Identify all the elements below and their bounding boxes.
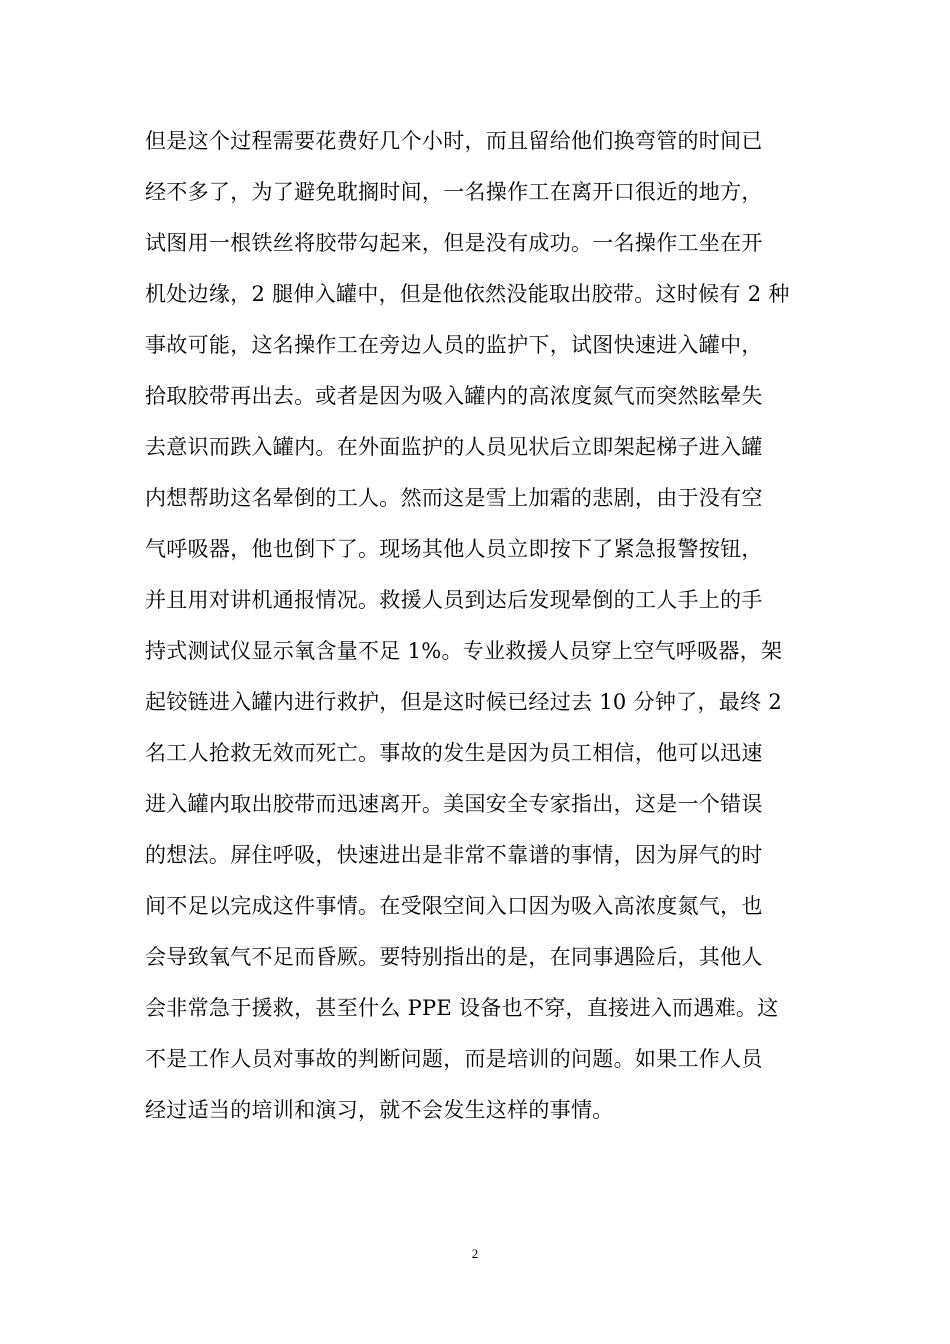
- text-line: 气呼吸器，他也倒下了。现场其他人员立即按下了紧急报警按钮，: [145, 537, 763, 561]
- text-line: 起铰链进入罐内进行救护，但是这时候已经过去 10 分钟了，最终 2: [145, 690, 783, 714]
- text-line: 间不足以完成这件事情。在受限空间入口因为吸入高浓度氮气，也: [145, 894, 763, 918]
- text-line: 机处边缘，2 腿伸入罐中，但是他依然没能取出胶带。这时候有 2 种: [145, 282, 790, 306]
- text-line: 会导致氧气不足而昏厥。要特别指出的是，在同事遇险后，其他人: [145, 945, 763, 969]
- text-line: 会非常急于援救，甚至什么 PPE 设备也不穿，直接进入而遇难。这: [145, 996, 779, 1020]
- text-line: 事故可能，这名操作工在旁边人员的监护下，试图快速进入罐中，: [145, 333, 763, 357]
- text-line: 并且用对讲机通报情况。救援人员到达后发现晕倒的工人手上的手: [145, 588, 763, 612]
- text-line: 经过适当的培训和演习，就不会发生这样的事情。: [145, 1098, 614, 1122]
- body-paragraph: [145, 116, 815, 1136]
- text-line: 去意识而跌入罐内。在外面监护的人员见状后立即架起梯子进入罐: [145, 435, 763, 459]
- text-line: 内想帮助这名晕倒的工人。然而这是雪上加霜的悲剧，由于没有空: [145, 486, 763, 510]
- text-line: 试图用一根铁丝将胶带勾起来，但是没有成功。一名操作工坐在开: [145, 231, 763, 255]
- page-number: 2: [471, 1246, 479, 1261]
- text-line: 但是这个过程需要花费好几个小时，而且留给他们换弯管的时间已: [145, 129, 763, 153]
- text-line: 拾取胶带再出去。或者是因为吸入罐内的高浓度氮气而突然眩晕失: [145, 384, 763, 408]
- text-line: 名工人抢救无效而死亡。事故的发生是因为员工相信，他可以迅速: [145, 741, 763, 765]
- text-line: 不是工作人员对事故的判断问题，而是培训的问题。如果工作人员: [145, 1047, 763, 1071]
- text-line: 持式测试仪显示氧含量不足 1%。专业救援人员穿上空气呼吸器，架: [145, 639, 783, 663]
- text-line: 进入罐内取出胶带而迅速离开。美国安全专家指出，这是一个错误: [145, 792, 763, 816]
- text-line: 经不多了，为了避免耽搁时间，一名操作工在离开口很近的地方，: [145, 180, 763, 204]
- text-line: 的想法。屏住呼吸，快速进出是非常不靠谱的事情，因为屏气的时: [145, 843, 763, 867]
